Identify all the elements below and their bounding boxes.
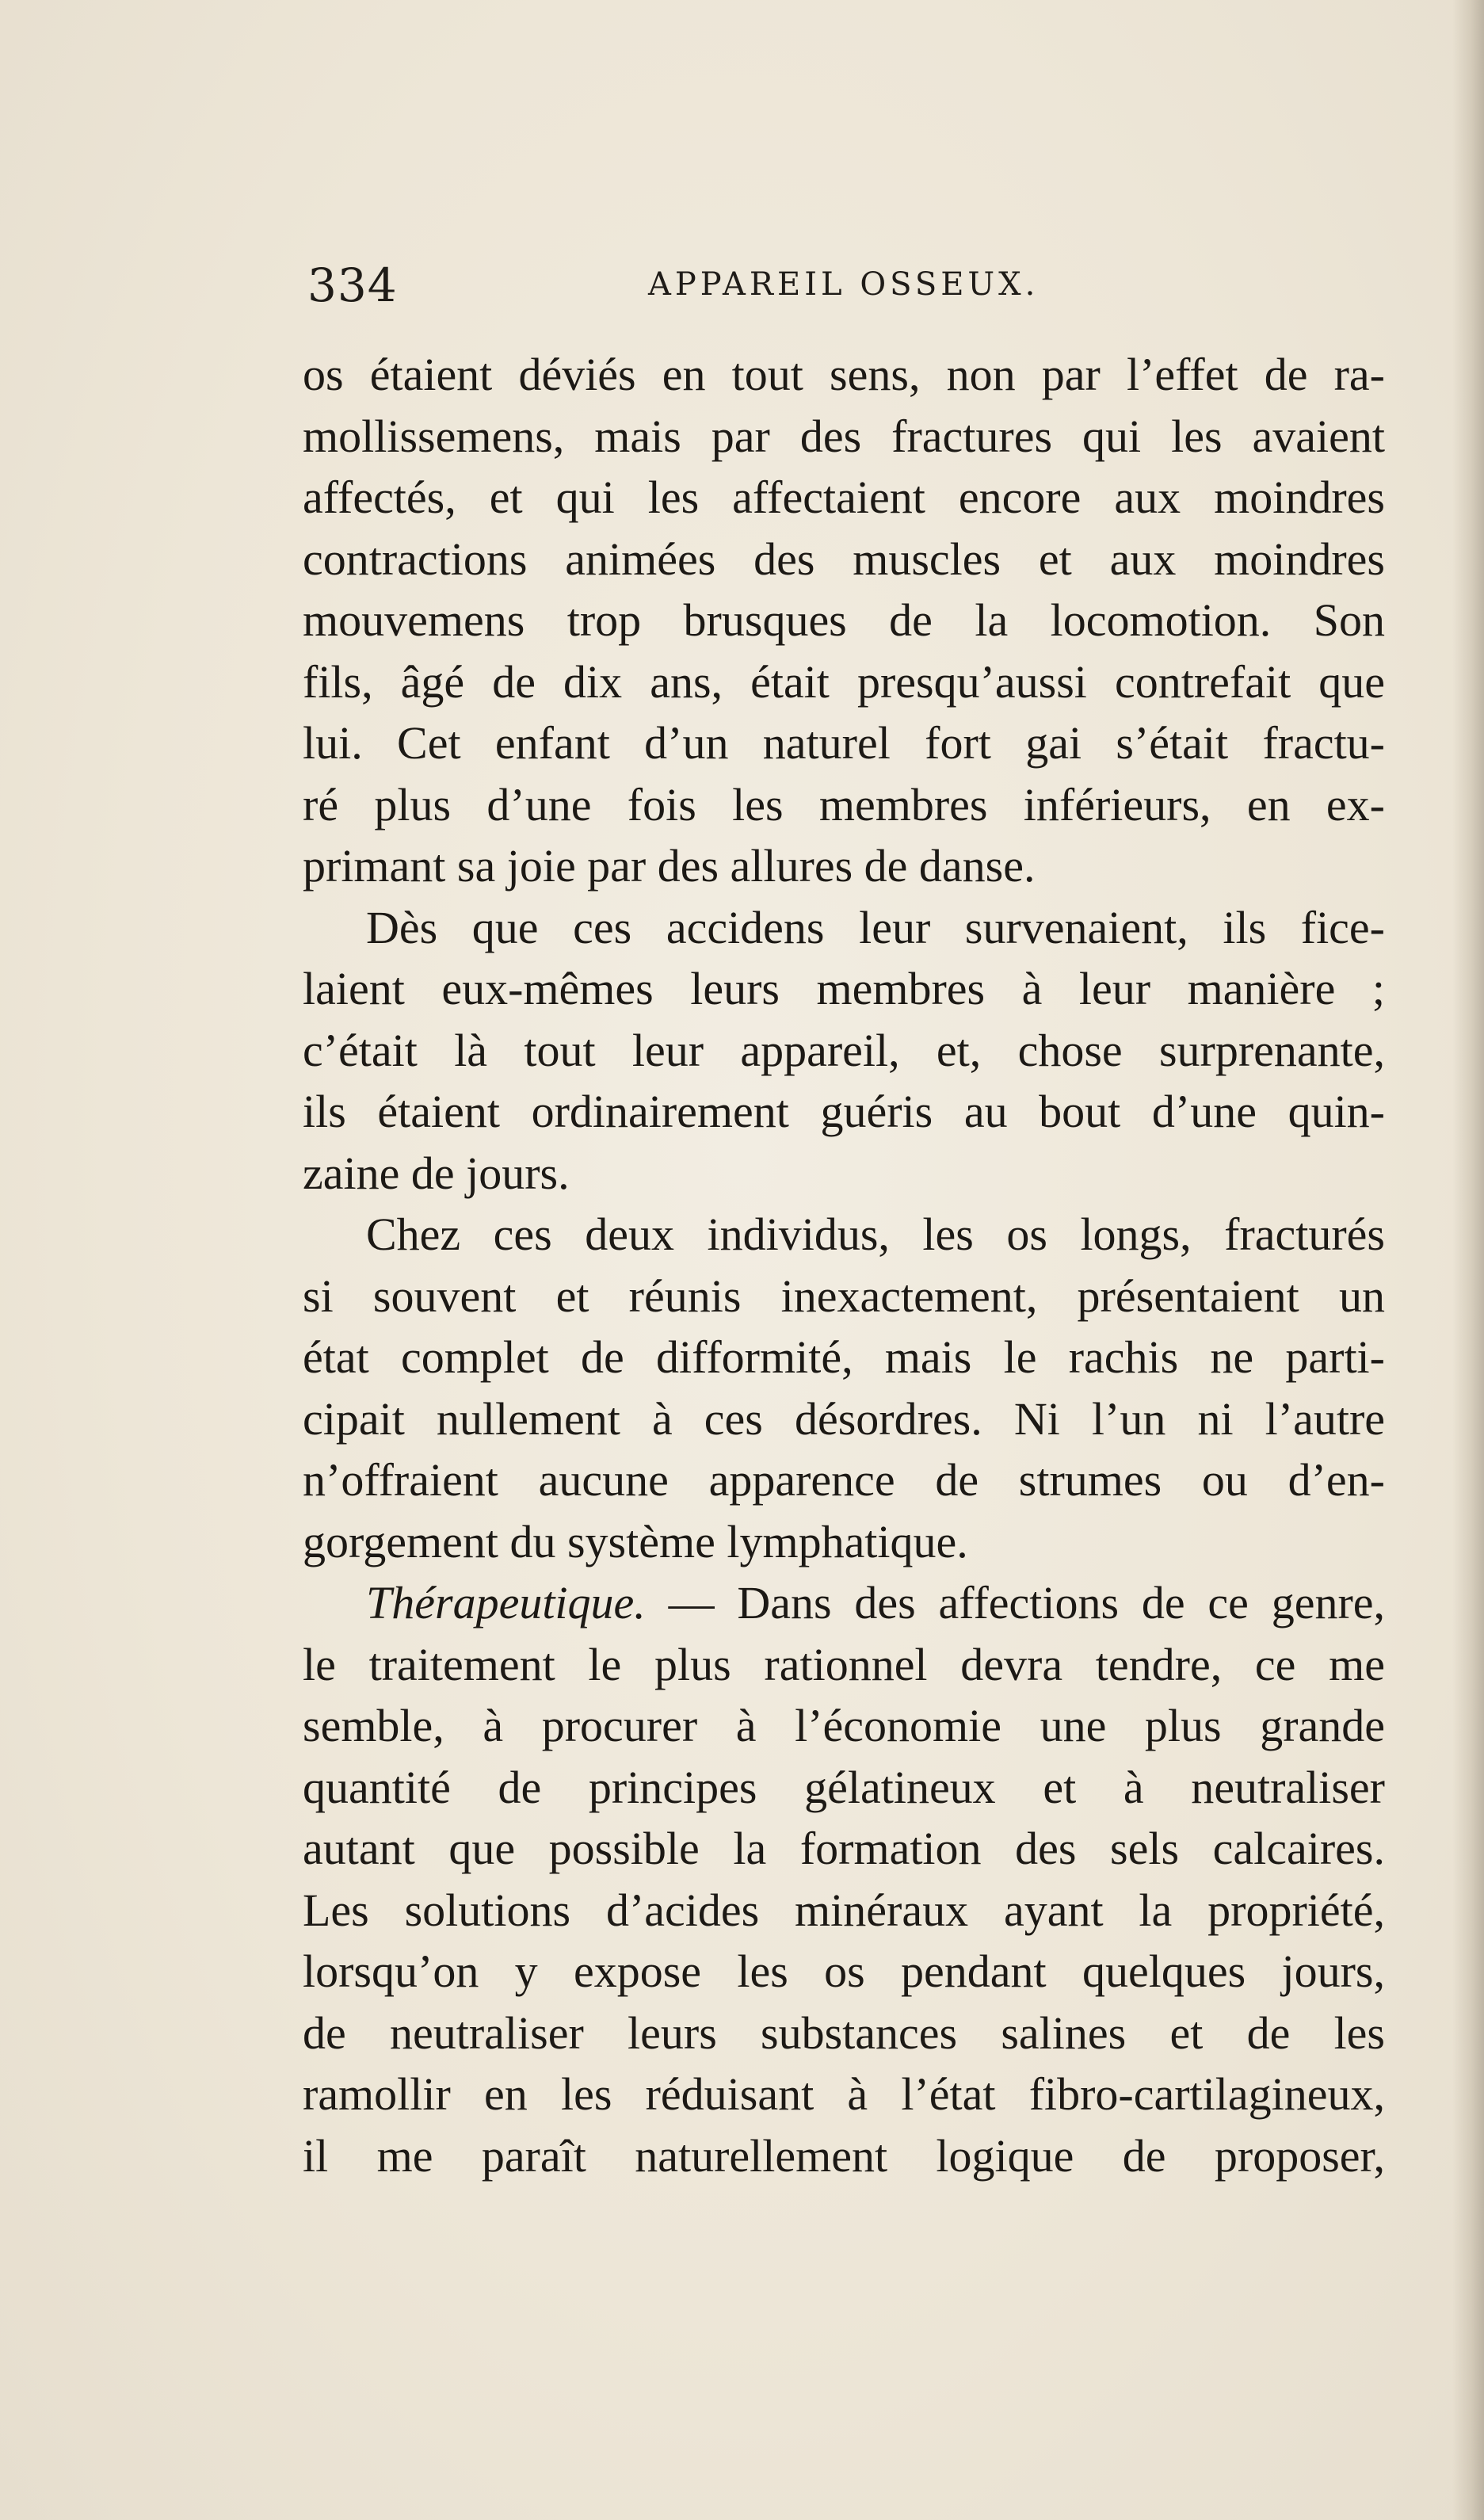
text-line: ils étaient ordinairement guéris au bout d’une quin- bbox=[303, 1086, 1385, 1137]
text-line: c’était là tout leur appareil, et, chose surprenante, bbox=[303, 1024, 1385, 1076]
text-line: ré plus d’une fois les membres inférieurs, en ex- bbox=[303, 778, 1385, 830]
page-header bbox=[307, 254, 1385, 317]
text-line: semble, à procurer à l’économie une plus grande bbox=[303, 1700, 1385, 1751]
text-line: Chez ces deux individus, les os longs, fracturés bbox=[366, 1208, 1385, 1260]
running-head: APPAREIL OSSEUX. bbox=[648, 266, 1040, 303]
text-line: affectés, et qui les affectaient encore aux moindres bbox=[303, 472, 1385, 523]
text-line: il me paraît naturellement logique de proposer, bbox=[303, 2129, 1385, 2182]
text-line: mollissemens, mais par des fractures qui les avaient bbox=[303, 410, 1385, 462]
text-line: état complet de difformité, mais le rachis ne parti- bbox=[303, 1331, 1385, 1383]
text-line: zaine de jours. bbox=[303, 1147, 570, 1199]
text-line: laient eux-mêmes leurs membres à leur manière ; bbox=[303, 963, 1385, 1014]
text-line: lorsqu’on y expose les os pendant quelques jours, bbox=[303, 1945, 1385, 1997]
text-line: gorgement du système lymphatique. bbox=[303, 1515, 968, 1567]
text-run: — Dans des affections de ce genre, bbox=[645, 1577, 1385, 1628]
text-line: de neutraliser leurs substances salines et de les bbox=[303, 2006, 1385, 2059]
text-line: os étaient déviés en tout sens, non par l’effet de ra- bbox=[303, 349, 1385, 400]
text-line: fils, âgé de dix ans, était presqu’aussi contrefait que bbox=[303, 655, 1385, 708]
text-line: primant sa joie par des allures de danse. bbox=[303, 840, 1036, 892]
text-line: le traitement le plus rationnel devra tendre, ce me bbox=[303, 1638, 1385, 1690]
text-line: ramollir en les réduisant à l’état fibro-cartilagineux, bbox=[303, 2068, 1385, 2120]
body-text bbox=[303, 344, 1385, 2186]
text-line: si souvent et réunis inexactement, présentaient un bbox=[303, 1270, 1385, 1322]
page-gutter-shadow bbox=[1452, 0, 1484, 2520]
text-line: mouvemens trop brusques de la locomotion. Son bbox=[303, 594, 1385, 646]
text-line: contractions animées des muscles et aux moindres bbox=[303, 533, 1385, 585]
text-line: Dès que ces accidens leur survenaient, ils fice- bbox=[366, 901, 1385, 953]
text-line: cipait nullement à ces désordres. Ni l’un ni l’autre bbox=[303, 1392, 1385, 1445]
text-line: autant que possible la formation des sels calcaires. bbox=[303, 1823, 1385, 1874]
text-line: quantité de principes gélatineux et à neutraliser bbox=[303, 1761, 1385, 1813]
text-line: lui. Cet enfant d’un naturel fort gai s’était fractu- bbox=[303, 717, 1385, 769]
page-number: 334 bbox=[307, 258, 398, 312]
text-line: Les solutions d’acides minéraux ayant la propriété, bbox=[303, 1884, 1385, 1936]
text-line bbox=[303, 1572, 1385, 1634]
text-line: n’offraient aucune apparence de strumes ou d’en- bbox=[303, 1454, 1385, 1506]
section-heading: Thérapeutique. bbox=[366, 1577, 646, 1628]
